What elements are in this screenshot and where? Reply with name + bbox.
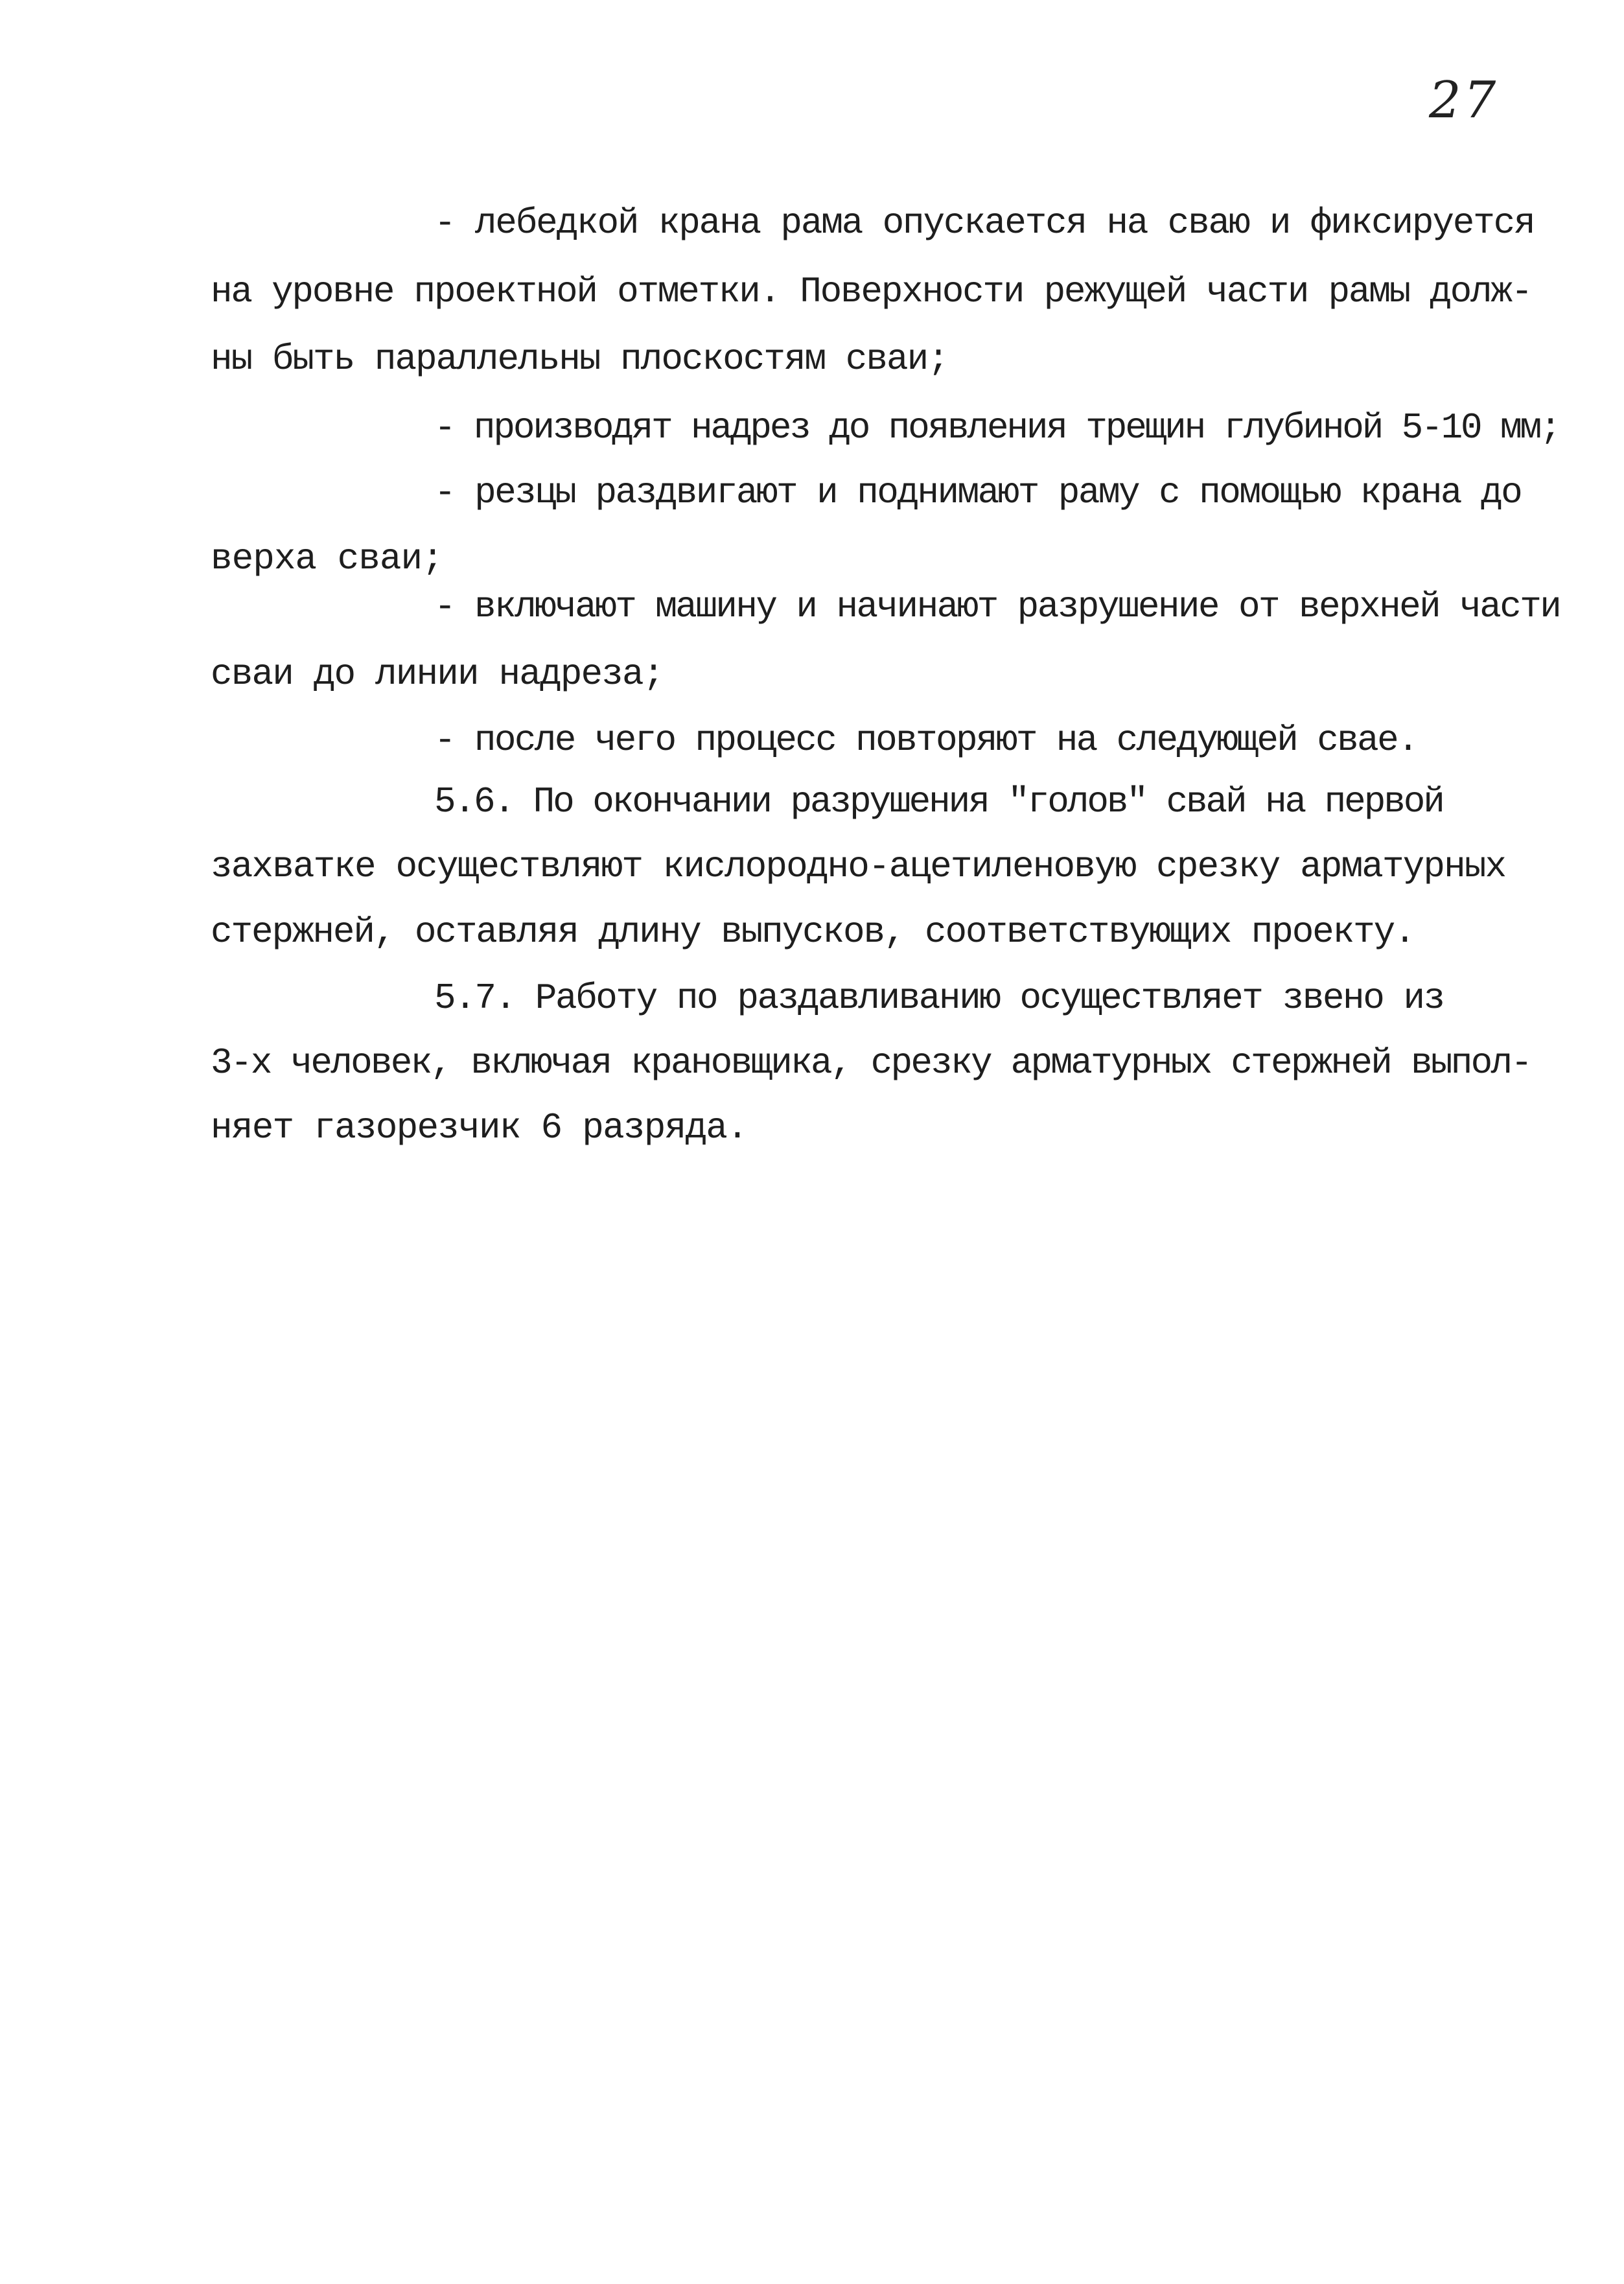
text-line: захватке осуществляют кислородно-ацетиленовую срезку арматурных bbox=[211, 846, 1506, 887]
page-number: 27 bbox=[1429, 71, 1499, 130]
text-line: - производят надрез до появления трещин глубиной 5-10 мм; bbox=[434, 407, 1560, 449]
text-line: верха сваи; bbox=[211, 538, 443, 579]
text-line: сваи до линии надреза; bbox=[211, 653, 664, 695]
text-line: - включают машину и начинают разрушение от верхней части bbox=[434, 586, 1560, 627]
text-line: - после чего процесс повторяют на следующей свае. bbox=[434, 719, 1418, 761]
text-line: няет газорезчик 6 разряда. bbox=[211, 1107, 747, 1148]
text-line: - резцы раздвигают и поднимают раму с помощью крана до bbox=[434, 472, 1522, 513]
text-line: на уровне проектной отметки. Поверхности режущей части рамы долж- bbox=[211, 271, 1532, 312]
text-line: 5.7. Работу по раздавливанию осуществляет звено из bbox=[434, 977, 1444, 1019]
text-line: 5.6. По окончании разрушения "голов" свай на первой bbox=[434, 781, 1443, 822]
text-line: ны быть параллельны плоскостям сваи; bbox=[211, 338, 948, 380]
text-line: - лебедкой крана рама опускается на сваю и фиксируется bbox=[434, 202, 1535, 244]
text-line: 3-х человек, включая крановщика, срезку арматурных стержней выпол- bbox=[211, 1042, 1531, 1084]
text-line: стержней, оставляя длину выпусков, соответствующих проекту. bbox=[211, 911, 1415, 953]
